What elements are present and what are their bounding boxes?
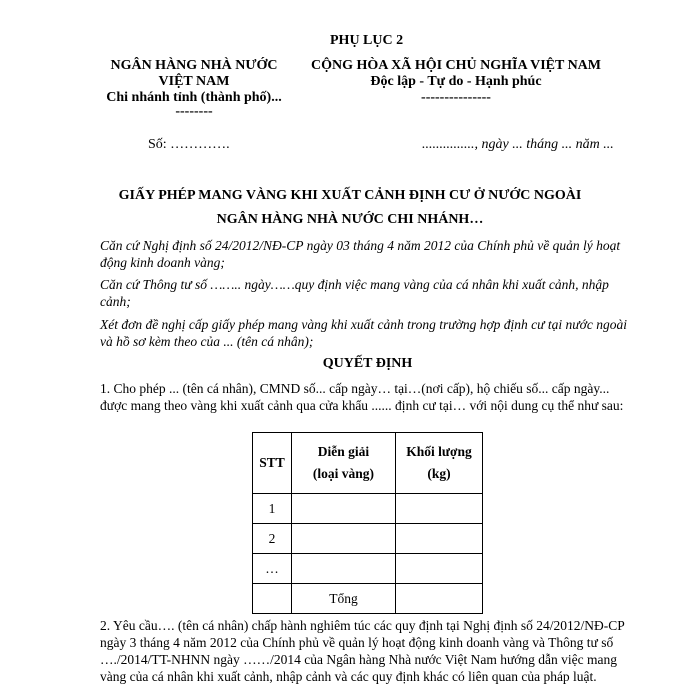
document-subtitle: NGÂN HÀNG NHÀ NƯỚC CHI NHÁNH… [216, 212, 484, 227]
total-number-cell [253, 584, 292, 614]
total-label: Tổng [292, 584, 396, 614]
row-number: 2 [253, 524, 292, 554]
table-row [253, 494, 483, 524]
legal-basis-circular: Căn cứ Thông tư số …….. ngày……quy định việc mang vàng của cá nhân khi xuất cảnh, nhập cảnh; [100, 277, 609, 309]
row-number: … [253, 554, 292, 584]
header-weight-line1: Khối lượng [406, 444, 472, 459]
table-header-row [253, 433, 483, 494]
row-weight-cell [396, 494, 483, 524]
header-stt: STT [253, 433, 292, 494]
clause-2: 2. Yêu cầu…. (tên cá nhân) chấp hành nghiêm túc các quy định tại Nghị định số 24/2012/NĐ-CP ngày 3 tháng 4 năm 2012 của Chính phủ về quản lý hoạt động kinh doanh vàng và Thông tư số …./2014/TT-NHNN ngày ……/2014 của Ngân hàng Nhà nước Việt Nam hướng dẫn việc mang vàng của cá nhân khi xuất cảnh, nhập cảnh và các quy định khác có liên quan của pháp luật. [100, 618, 625, 684]
header-description-line1: Diễn giải [317, 444, 370, 459]
legal-basis-application: Xét đơn đề nghị cấp giấy phép mang vàng khi xuất cảnh trong trường hợp định cư tại nước ngoài và hồ sơ kèm theo của ... (tên cá nhân); [100, 317, 627, 349]
header-weight [396, 433, 483, 494]
issuer-divider: -------- [175, 104, 213, 119]
legal-basis-decree: Căn cứ Nghị định số 24/2012/NĐ-CP ngày 03 tháng 4 năm 2012 của Chính phủ về quản lý hoạt động kinh doanh vàng; [100, 238, 621, 270]
row-number: 1 [253, 494, 292, 524]
row-weight-cell [396, 554, 483, 584]
national-title: CỘNG HÒA XÃ HỘI CHỦ NGHĨA VIỆT NAM [310, 58, 601, 73]
national-divider: --------------- [421, 90, 491, 105]
issuer-name-line1: NGÂN HÀNG NHÀ NƯỚC [110, 58, 278, 73]
row-description-cell [292, 554, 396, 584]
document-title: GIẤY PHÉP MANG VÀNG KHI XUẤT CẢNH ĐỊNH CƯ Ở NƯỚC NGOÀI [118, 188, 582, 203]
row-description-cell [292, 524, 396, 554]
decision-heading: QUYẾT ĐỊNH [322, 356, 413, 371]
issuer-branch: Chi nhánh tỉnh (thành phố)... [106, 90, 282, 105]
header-description [292, 433, 396, 494]
header-weight-line2: (kg) [427, 466, 451, 481]
issuer-name-line2: VIỆT NAM [158, 74, 230, 89]
national-motto: Độc lập - Tự do - Hạnh phúc [370, 74, 542, 89]
document-date: ..............., ngày ... tháng ... năm ... [422, 137, 614, 152]
appendix-label: PHỤ LỤC 2 [330, 33, 404, 48]
row-weight-cell [396, 524, 483, 554]
header-description-line2: (loại vàng) [312, 466, 375, 481]
document-number: Số: …………. [148, 137, 230, 152]
total-weight-cell [396, 584, 483, 614]
table-total-row [253, 584, 483, 614]
table-row [253, 524, 483, 554]
row-description-cell [292, 494, 396, 524]
clause-1: 1. Cho phép ... (tên cá nhân), CMND số... cấp ngày… tại…(nơi cấp), hộ chiếu số... cấp ngày... được mang theo vàng khi xuất cảnh qua cửa khẩu ...... định cư tại… với nội dung cụ thể như sau: [100, 381, 624, 413]
gold-items-table [252, 432, 483, 614]
table-row [253, 554, 483, 584]
